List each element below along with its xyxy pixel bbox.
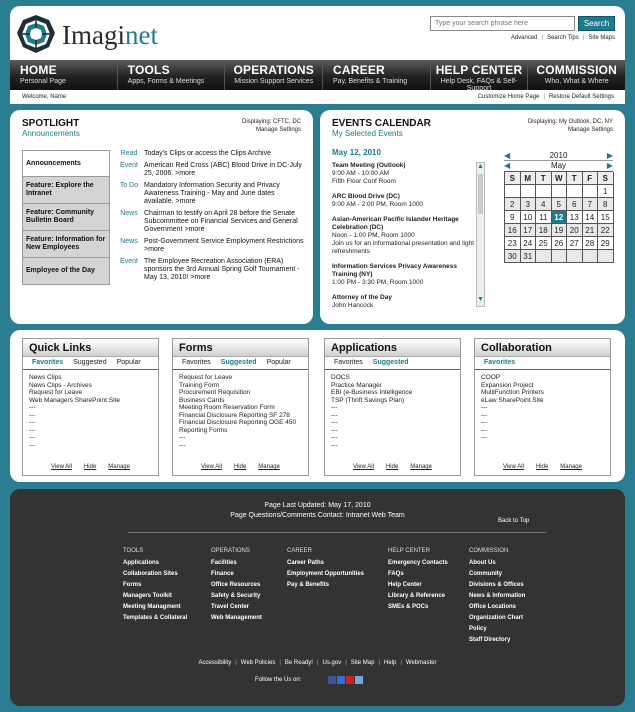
spotlight-displaying: Displaying: CFTC, DC: [241, 119, 301, 125]
list-item[interactable]: [114, 258, 304, 282]
item-category: Read: [120, 150, 138, 157]
utility-links: Advanced | Search Tips | Site Maps: [510, 35, 615, 41]
calendar-day[interactable]: 15: [598, 211, 614, 224]
calendar-year: 2010: [549, 151, 568, 160]
search-button[interactable]: Search: [578, 16, 615, 31]
footer-column-heading: TOOLS: [123, 548, 144, 554]
list-item[interactable]: Meeting Room Reservation Form: [179, 404, 275, 411]
list-item[interactable]: [332, 162, 474, 186]
footer-link[interactable]: Meeting Managment: [123, 604, 181, 610]
event-line: 1:00 PM - 3:30 PM, Room 1000: [332, 279, 424, 286]
main-nav: [10, 60, 625, 90]
footer-link[interactable]: Safety & Security: [211, 593, 261, 599]
box-link-list: [325, 370, 460, 449]
footer-link[interactable]: Collaboration Sites: [123, 571, 178, 577]
footer-column-heading: HELP CENTER: [388, 548, 430, 554]
view-all-link[interactable]: View All: [503, 464, 524, 470]
footer-link[interactable]: About Us: [469, 560, 496, 566]
calendar-day[interactable]: 1: [598, 185, 614, 198]
prev-year-icon[interactable]: ◀: [504, 151, 511, 160]
item-category: To Do: [119, 182, 139, 189]
calendar-empty-cell: [552, 185, 568, 198]
item-category: News: [120, 238, 138, 245]
footer-column: [388, 546, 448, 613]
separator: |: [345, 660, 347, 666]
tab-popular[interactable]: Popular: [116, 359, 141, 366]
calendar-empty-cell: [536, 185, 552, 198]
box-link-list: [23, 370, 158, 449]
spotlight-tabs: [22, 150, 110, 285]
logo-accent: net: [124, 20, 158, 50]
list-item: ---: [179, 441, 186, 449]
calendar-day[interactable]: 14: [583, 211, 599, 224]
footer-link[interactable]: Divisions & Offices: [469, 582, 524, 588]
footer-column: [211, 546, 262, 624]
separator: |: [378, 660, 380, 666]
events-displaying: Displaying: My Outlook, DC, NY: [527, 119, 613, 125]
forms-box: [172, 338, 309, 476]
tab-popular[interactable]: Popular: [266, 359, 291, 366]
header: [10, 6, 625, 104]
quick-links-box: [22, 338, 159, 476]
calendar-day-header: W: [552, 172, 568, 185]
nav-title: TOOLS: [127, 63, 170, 77]
spotlight-settings: [242, 118, 301, 134]
calendar-empty-cell: [583, 185, 599, 198]
list-item: ---: [331, 404, 338, 411]
page-contact[interactable]: Page Questions/Comments Contact: Intranet Web Team: [230, 512, 405, 519]
footer-link[interactable]: Web Management: [211, 615, 262, 621]
list-item: ---: [29, 441, 36, 449]
box-link-list: [475, 370, 610, 442]
footer-link[interactable]: FAQs: [388, 571, 404, 577]
event-line: 9:00 AM - 2:00 PM, Room 1000: [332, 201, 424, 208]
list-item: ---: [331, 411, 338, 419]
footer: [10, 489, 625, 706]
event-line: Noon - 1:00 PM, Room 1000: [332, 232, 415, 239]
footer-bottom-link[interactable]: Us.gov: [322, 660, 342, 666]
list-item[interactable]: Business Cards: [179, 396, 225, 404]
list-item: ---: [179, 434, 186, 441]
prev-month-icon[interactable]: ◀: [504, 161, 511, 170]
site-maps-link[interactable]: Site Maps: [588, 35, 615, 41]
calendar-day-header: S: [598, 172, 614, 185]
nav-career[interactable]: [323, 60, 431, 90]
footer-link[interactable]: Employment Opportunities: [287, 571, 365, 577]
footer-bottom-link[interactable]: Web Policies: [240, 660, 276, 666]
applications-box: [324, 338, 461, 476]
footer-bottom-link[interactable]: Webmaster: [405, 660, 437, 666]
nav-commission[interactable]: [528, 60, 625, 90]
flickr-icon[interactable]: [346, 676, 354, 684]
tab-favorites[interactable]: Favorites: [484, 359, 516, 366]
nav-operations[interactable]: [225, 60, 323, 90]
item-category: Event: [120, 162, 138, 169]
footer-column-heading: CAREER: [287, 548, 313, 554]
manage-link[interactable]: Manage: [108, 464, 130, 470]
list-item[interactable]: [332, 263, 474, 287]
nav-title: HELP CENTER: [435, 63, 523, 77]
calendar-day[interactable]: 7: [583, 198, 599, 211]
calendar-month: May: [550, 161, 567, 170]
event-title: Information Services Privacy Awareness Training (NY): [332, 263, 458, 278]
footer-divider: [128, 532, 546, 533]
delicious-icon[interactable]: [337, 676, 345, 684]
mini-calendar: [504, 151, 613, 263]
calendar-month-row: [504, 161, 613, 170]
nav-title: CAREER: [333, 63, 385, 77]
list-item[interactable]: [114, 238, 304, 254]
item-category: News: [120, 210, 138, 217]
calendar-day[interactable]: 31: [521, 250, 537, 263]
logo-icon[interactable]: [16, 14, 56, 54]
box-footer: [325, 464, 460, 470]
box-footer: [23, 464, 158, 470]
calendar-day[interactable]: 8: [598, 198, 614, 211]
spotlight-panel: [10, 110, 313, 324]
box-title: Forms: [173, 339, 308, 357]
footer-link[interactable]: Organization Chart: [469, 615, 524, 621]
list-item[interactable]: Request for Leave: [179, 374, 233, 381]
calendar-day[interactable]: 21: [583, 224, 599, 237]
footer-column-heading: COMMISSION: [469, 548, 509, 554]
list-item[interactable]: Training Form: [179, 381, 220, 389]
list-item[interactable]: [114, 162, 304, 178]
advanced-link[interactable]: Advanced: [510, 35, 538, 41]
tab-new-employees[interactable]: Feature: Information for New Employees: [22, 231, 110, 258]
next-year-icon[interactable]: ▶: [606, 151, 613, 160]
calendar-empty-cell: [598, 250, 614, 263]
hide-link[interactable]: Hide: [233, 464, 247, 470]
search-input[interactable]: [430, 16, 575, 31]
nav-home[interactable]: [10, 60, 118, 90]
calendar-day[interactable]: 29: [598, 237, 614, 250]
calendar-empty-cell: [552, 250, 568, 263]
footer-bottom-link[interactable]: Be Ready!: [284, 660, 313, 666]
list-item[interactable]: [332, 193, 474, 209]
event-line: 9:00 AM - 10:00 AM: [332, 170, 390, 177]
widgets-row: [10, 330, 625, 482]
list-item[interactable]: [114, 182, 304, 206]
footer-link[interactable]: Templates & Collateral: [123, 615, 188, 621]
footer-link[interactable]: Applications: [123, 560, 160, 566]
calendar-day[interactable]: 9: [505, 211, 521, 224]
calendar-day[interactable]: 4: [536, 198, 552, 211]
item-text: Chairman to testify on April 28 before the Senate Subcommittee on Financial Services and General Government >more: [144, 210, 298, 233]
scroll-down-icon[interactable]: ▼: [477, 296, 484, 303]
footer-column: [287, 546, 364, 591]
calendar-empty-cell: [505, 185, 521, 198]
box-footer: [475, 464, 610, 470]
calendar-day[interactable]: 27: [567, 237, 583, 250]
events-subtitle[interactable]: My Selected Events: [332, 129, 403, 138]
nav-subtitle: Apps, Forms & Meetings: [127, 78, 205, 85]
logo-main: Imagi: [62, 20, 125, 50]
scroll-up-icon[interactable]: ▲: [477, 163, 484, 170]
page-last-updated: Page Last Updated: May 17, 2010: [264, 502, 371, 509]
event-line: Fifth Floor Conf Room: [332, 178, 396, 185]
footer-link[interactable]: Library & Reference: [388, 593, 446, 599]
list-item[interactable]: [114, 150, 304, 158]
collaboration-box: [474, 338, 611, 476]
list-item: ---: [29, 411, 36, 419]
calendar-year-row: [504, 151, 613, 161]
box-title: Quick Links: [23, 339, 158, 357]
calendar-day[interactable]: 19: [552, 224, 568, 237]
spotlight-manage-settings[interactable]: Manage Settings: [255, 127, 301, 133]
list-item[interactable]: Financial Disclosure Reporting OGE 450: [179, 419, 297, 426]
nav-title: OPERATIONS: [233, 63, 314, 77]
footer-column-heading: OPERATIONS: [211, 548, 250, 554]
list-item: ---: [481, 434, 488, 441]
hide-link[interactable]: Hide: [535, 464, 549, 470]
calendar-day[interactable]: 18: [536, 224, 552, 237]
box-tabs: [173, 357, 308, 370]
calendar-day[interactable]: 6: [567, 198, 583, 211]
view-all-link[interactable]: View All: [353, 464, 374, 470]
nav-subtitle: Mission Support Services: [234, 78, 314, 85]
list-item[interactable]: [114, 210, 304, 234]
customize-links: Customize Home Page | Restore Default Settings: [477, 94, 614, 100]
nav-subtitle: Personal Page: [20, 78, 66, 85]
calendar-day[interactable]: 16: [505, 224, 521, 237]
calendar-empty-cell: [536, 250, 552, 263]
separator: |: [279, 660, 281, 666]
back-to-top-link[interactable]: Back to Top: [498, 518, 530, 524]
footer-link[interactable]: Forms: [123, 582, 142, 588]
list-item[interactable]: Practice Manager: [331, 381, 382, 389]
item-text: Post-Government Service Employment Restrictions >more: [144, 238, 304, 253]
event-title: Asian-American Pacific Islander Heritage Celebration (DC): [332, 216, 459, 231]
tab-favorites[interactable]: Favorites: [32, 359, 64, 366]
list-item: ---: [331, 426, 338, 434]
calendar-grid: [504, 171, 613, 263]
list-item: ---: [331, 419, 338, 426]
hide-link[interactable]: Hide: [385, 464, 399, 470]
calendar-day-header: T: [536, 172, 552, 185]
tab-favorites[interactable]: Favorites: [334, 359, 363, 366]
nav-subtitle: Pay, Benefits & Training: [333, 78, 408, 85]
nav-subtitle: Who, What & Where: [544, 78, 609, 85]
footer-link[interactable]: Policy: [469, 626, 487, 632]
calendar-day[interactable]: 2: [505, 198, 521, 211]
box-link-list: [173, 370, 308, 449]
events-manage-settings[interactable]: Manage Settings: [567, 127, 613, 133]
calendar-day-header: M: [521, 172, 537, 185]
list-item[interactable]: Web Managers SharePoint Site: [29, 396, 120, 404]
footer-link[interactable]: Managers Toolkit: [123, 593, 172, 599]
calendar-day-header: F: [583, 172, 599, 185]
list-item: ---: [481, 404, 488, 411]
list-item: ---: [29, 434, 36, 441]
footer-column: [123, 546, 187, 624]
event-line: Join us for an informational presentation and light refreshments: [332, 240, 475, 255]
calendar-day-header: S: [505, 172, 521, 185]
box-tabs: [325, 357, 460, 370]
box-title: Collaboration: [475, 339, 610, 357]
footer-link[interactable]: Community: [469, 571, 502, 577]
manage-link[interactable]: Manage: [560, 464, 582, 470]
footer-column: [469, 546, 525, 646]
calendar-day[interactable]: 5: [552, 198, 568, 211]
box-footer: [173, 464, 308, 470]
calendar-day[interactable]: 13: [567, 211, 583, 224]
tab-suggested[interactable]: Suggested: [73, 359, 107, 366]
spotlight-title: SPOTLIGHT: [22, 118, 80, 129]
item-text: The Employee Recreation Association (ERA) sponsors the 3rd Annual Spring Golf Tournament - May 13, 2010! >more: [144, 258, 300, 281]
list-item: ---: [29, 426, 36, 434]
calendar-day[interactable]: 22: [598, 224, 614, 237]
calendar-empty-cell: [521, 185, 537, 198]
list-item: ---: [481, 411, 488, 419]
calendar-day-header: T: [567, 172, 583, 185]
footer-link[interactable]: Pay & Benefits: [287, 582, 330, 588]
footer-bottom-link[interactable]: Site Map: [350, 660, 375, 666]
tab-announcements[interactable]: Announcements: [22, 150, 110, 177]
footer-bottom-links: [10, 660, 625, 666]
calendar-day[interactable]: 3: [521, 198, 537, 211]
tab-community-bulletin[interactable]: Feature: Community Bulletin Board: [22, 204, 110, 231]
calendar-empty-cell: [583, 250, 599, 263]
tab-explore-intranet[interactable]: Feature: Explore the Intranet: [22, 177, 110, 204]
event-title: Attorney of the Day: [332, 294, 392, 301]
manage-link[interactable]: Manage: [258, 464, 280, 470]
footer-bottom-link[interactable]: Help: [384, 660, 397, 666]
separator: |: [400, 660, 402, 666]
nav-help-center[interactable]: [431, 60, 529, 90]
list-item[interactable]: Financial Disclosure Reporting SF 278: [179, 411, 290, 419]
footer-link[interactable]: Office Locations: [469, 604, 517, 610]
calendar-day[interactable]: 24: [521, 237, 537, 250]
footer-link[interactable]: Facilities: [211, 560, 237, 566]
search-tips-link[interactable]: Search Tips: [547, 35, 579, 41]
separator: |: [316, 660, 319, 666]
list-item: ---: [481, 419, 488, 426]
spotlight-subtitle[interactable]: Announcements: [22, 129, 80, 138]
hide-link[interactable]: Hide: [83, 464, 97, 470]
calendar-day[interactable]: 20: [567, 224, 583, 237]
view-all-link[interactable]: View All: [201, 464, 222, 470]
list-item[interactable]: MultiFunction Printers: [481, 389, 544, 396]
calendar-day[interactable]: 17: [521, 224, 537, 237]
events-settings: [528, 118, 613, 134]
event-title: Team Meeting (Outlook): [332, 162, 406, 169]
list-item[interactable]: [332, 294, 474, 310]
item-text: American Red Cross (ABC) Blood Drive in DC-July 25, 2006. >more: [144, 162, 302, 177]
event-line: John Hancock: [332, 302, 374, 309]
scroll-thumb[interactable]: [478, 174, 483, 214]
list-item[interactable]: Request for Leave: [29, 389, 83, 396]
footer-link[interactable]: Finance: [211, 571, 234, 577]
separator: |: [235, 660, 237, 666]
box-tabs: [475, 357, 610, 370]
footer-link[interactable]: Career Paths: [287, 560, 325, 566]
footer-link[interactable]: Office Resources: [211, 582, 261, 588]
box-title: Applications: [325, 339, 460, 357]
list-item: ---: [331, 441, 338, 449]
footer-link[interactable]: Help Center: [388, 582, 422, 588]
list-item: ---: [331, 434, 338, 441]
list-item[interactable]: TSP (Thrift Savings Plan): [331, 396, 405, 404]
view-all-link[interactable]: View All: [51, 464, 72, 470]
twitter-icon[interactable]: [355, 676, 363, 684]
manage-link[interactable]: Manage: [410, 464, 432, 470]
tab-suggested[interactable]: Suggested: [220, 359, 257, 366]
nav-tools[interactable]: [118, 60, 226, 90]
footer-info: [10, 501, 625, 521]
welcome-text: Welcome, Name: [22, 94, 67, 100]
list-item: ---: [29, 419, 36, 426]
list-item[interactable]: Expansion Project: [481, 381, 534, 389]
nav-subtitle: Help Desk, FAQs & Self-Support: [440, 78, 518, 92]
follow-text: Follow the Us on:: [255, 677, 302, 683]
event-title: ARC Blood Drive (DC): [332, 193, 400, 200]
calendar-day[interactable]: 11: [536, 211, 552, 224]
events-title: EVENTS CALENDAR: [332, 118, 431, 129]
list-item[interactable]: Procurement Requisition: [179, 389, 251, 396]
calendar-day[interactable]: 26: [552, 237, 568, 250]
nav-title: COMMISSION: [536, 63, 618, 77]
list-item[interactable]: [332, 216, 474, 256]
events-date: May 12, 2010: [332, 148, 381, 157]
footer-link[interactable]: Travel Center: [211, 604, 250, 610]
calendar-day[interactable]: 23: [505, 237, 521, 250]
spotlight-items: [114, 150, 304, 286]
events-panel: [320, 110, 625, 324]
facebook-icon[interactable]: [328, 676, 336, 684]
calendar-day[interactable]: 25: [536, 237, 552, 250]
list-item[interactable]: News Clips - Archives: [29, 381, 92, 389]
item-text: Mandatory Information Security and Privacy Awareness Training - May and June dates available. >more: [144, 182, 280, 205]
footer-bottom-link[interactable]: Accessibility: [198, 660, 232, 666]
calendar-empty-cell: [567, 250, 583, 263]
footer-link[interactable]: Staff Directory: [469, 637, 511, 643]
footer-link[interactable]: Emergency Contacts: [388, 560, 448, 566]
list-item[interactable]: DOCS: [331, 374, 350, 381]
calendar-day[interactable]: 12: [552, 211, 568, 224]
list-item[interactable]: EBI (e-Business Intelligence: [331, 389, 413, 396]
list-item[interactable]: eLaw SharePoint Site: [481, 396, 544, 404]
customize-home-link[interactable]: Customize Home Page: [477, 94, 540, 100]
list-item[interactable]: News Clips: [29, 374, 62, 381]
footer-link[interactable]: SMEs & POCs: [388, 604, 429, 610]
footer-link[interactable]: News & Information: [469, 593, 526, 599]
box-tabs: [23, 357, 158, 370]
tab-employee-of-day[interactable]: Employee of the Day: [22, 258, 110, 285]
item-text: Today's Clips or access the Clips Archive: [144, 150, 271, 157]
calendar-day[interactable]: 10: [521, 211, 537, 224]
events-scrollbar[interactable]: [476, 162, 485, 307]
restore-defaults-link[interactable]: Restore Default Settings: [548, 94, 614, 100]
calendar-day[interactable]: 28: [583, 237, 599, 250]
list-item: ---: [481, 426, 488, 434]
calendar-empty-cell: [567, 185, 583, 198]
events-list: [332, 162, 474, 317]
list-item: ---: [29, 404, 36, 411]
calendar-day[interactable]: 30: [505, 250, 521, 263]
next-month-icon[interactable]: ▶: [606, 161, 613, 170]
tab-suggested[interactable]: Suggested: [372, 359, 409, 366]
list-item[interactable]: Reporting Forms: [179, 426, 228, 434]
item-category: Event: [120, 258, 138, 265]
tab-favorites[interactable]: Favorites: [182, 359, 211, 366]
social-icons: [328, 676, 364, 684]
list-item[interactable]: COOP: [481, 374, 501, 381]
nav-title: HOME: [20, 63, 57, 77]
